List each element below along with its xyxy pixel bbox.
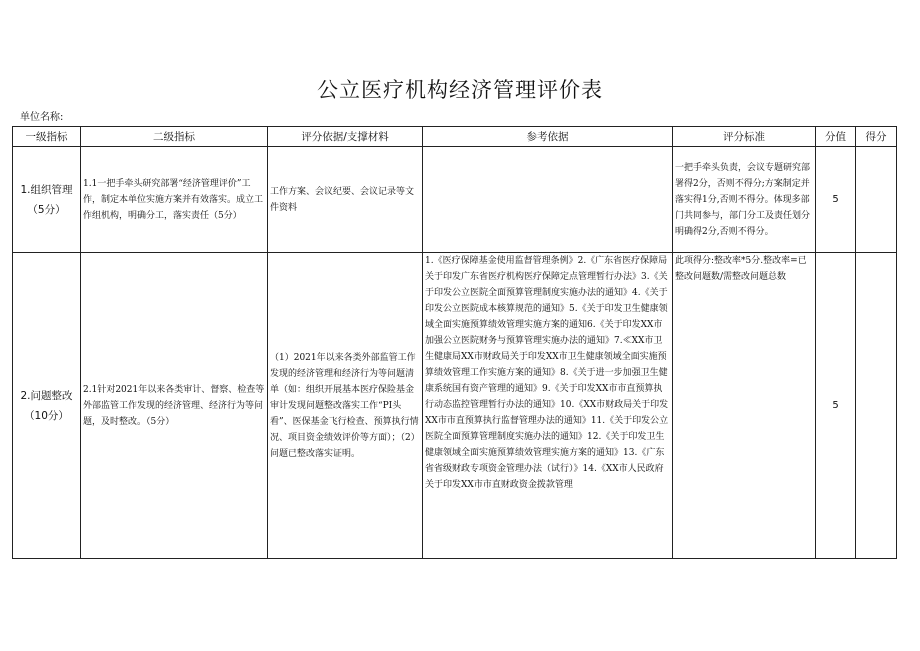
evaluation-table <box>12 126 897 559</box>
table-header-row <box>13 127 897 147</box>
level2-cell: 1.1一把手牵头研究部署“经济管理评价”工作，制定本单位实施方案并有效落实。成立工作组机构，明确分工，落实责任（5分） <box>81 147 268 253</box>
unit-name-label: 单位名称: <box>20 112 64 123</box>
header-standard: 评分标准 <box>673 127 816 147</box>
points-cell: 5 <box>816 147 856 253</box>
header-evidence: 评分依据/支撑材料 <box>268 127 423 147</box>
standard-cell: 一把手牵头负责，会议专题研究部署得2分，否则不得分;方案制定并落实得1分,否则不得分。体现多部门共同参与，部门分工及责任划分明确得2分,否则不得分。 <box>673 147 816 253</box>
level1-cell: 1.组织管理（5分） <box>13 147 81 253</box>
evidence-cell: （1）2021年以来各类外部监管工作发现的经济管理和经济行为等问题清单（如：组织开展基本医疗保险基金审计发现问题整改落实工作“PI头看”、医保基金飞行检查、预算执行情况、项目资金绩效评价等方面）；（2）问题已整改落实证明。 <box>268 253 423 559</box>
score-cell[interactable] <box>856 253 897 559</box>
level1-cell: 2.问题整改（10分） <box>13 253 81 559</box>
standard-cell: 此项得分:整改率*5分.整改率=已整改问题数/需整改问题总数 <box>673 253 816 559</box>
header-score: 得分 <box>856 127 897 147</box>
level2-cell: 2.1针对2021年以来各类审计、督察、检查等外部监管工作发现的经济管理、经济行为等问题，及时整改。（5分） <box>81 253 268 559</box>
reference-cell: 1.《医疗保障基金使用监督管理条例》2.《广东省医疗保障局关于印发广东省医疗机构医疗保障定点管理暂行办法》3.《关于印发公立医院全面预算管理制度实施办法的通知》4.《关于印发公立医院成本核算规范的通知》5.《关于印发卫生健康领域全面实施预算绩效管理实施方案的通知6.《关于印发XX市加强公立医院财务与预算管理实施办法的通知》7.≪XX市卫生健康局XX市财政局关于印发XX市卫生健康领域全面实施预算绩效管理工作实施方案的通知》8.《关于进一步加强卫生健康系统国有资产管理的通知》9.《关于印发XX市市直预算执行动态监控管理暂行办法的通知》10.《XX市财政局关于印发XX市市直预算执行监督管理办法的通知》11.《关于印发公立医院全面预算管理制度实施办法的通知》12.《关于印发卫生健康领域全面实施预算绩效管理实施方案的通知》13.《广东省省级财政专项资金管理办法（试行）》14.《XX市人民政府关于印发XX市市直财政资金拨款管理 <box>423 253 673 559</box>
table-row <box>13 253 897 559</box>
page-title: 公立医疗机构经济管理评价表 <box>317 78 603 102</box>
points-cell: 5 <box>816 253 856 559</box>
header-points: 分值 <box>816 127 856 147</box>
header-level1: 一级指标 <box>13 127 81 147</box>
header-level2: 二级指标 <box>81 127 268 147</box>
evidence-cell: 工作方案、会议纪要、会议记录等文件资料 <box>268 147 423 253</box>
score-cell[interactable] <box>856 147 897 253</box>
header-reference: 参考依据 <box>423 127 673 147</box>
reference-cell <box>423 147 673 253</box>
table-row <box>13 147 897 253</box>
